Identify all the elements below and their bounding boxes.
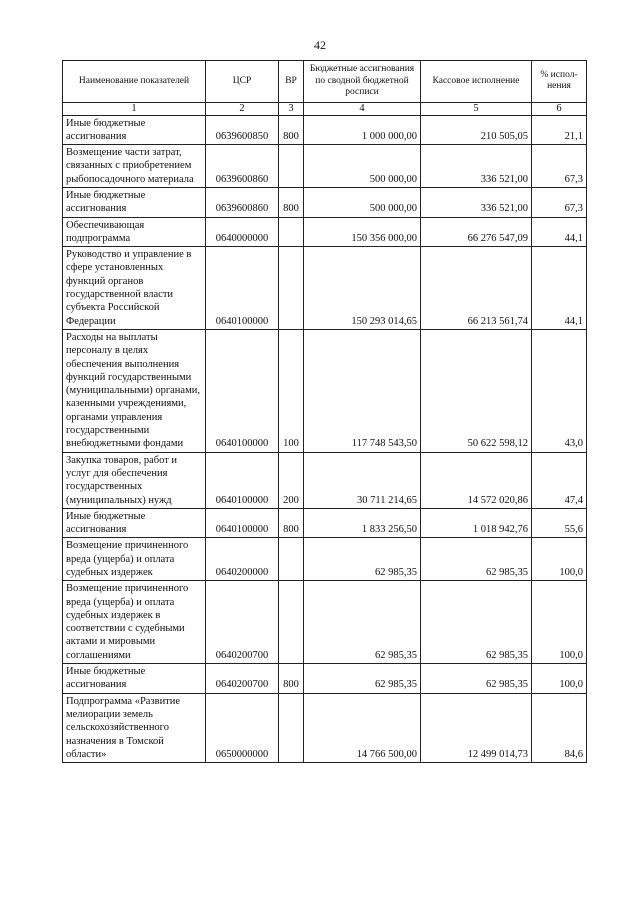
row-vr <box>279 538 304 581</box>
row-name: Иные бюджетные ассигнования <box>63 508 206 538</box>
row-cash: 12 499 014,73 <box>421 693 532 762</box>
row-percent: 84,6 <box>532 693 587 762</box>
table-row <box>63 538 587 581</box>
header-budget: Бюджетные ассигнования по сводной бюджетной росписи <box>304 61 421 103</box>
header-cash: Кассовое исполнение <box>421 61 532 103</box>
row-cash: 66 213 561,74 <box>421 247 532 330</box>
row-vr: 800 <box>279 664 304 694</box>
row-budget: 1 000 000,00 <box>304 115 421 145</box>
row-csr: 0640000000 <box>206 217 279 247</box>
table-row <box>63 145 587 188</box>
row-vr <box>279 247 304 330</box>
row-csr: 0640100000 <box>206 452 279 508</box>
header-row <box>63 61 587 103</box>
row-vr: 800 <box>279 115 304 145</box>
row-name: Иные бюджетные ассигнования <box>63 187 206 217</box>
table-row <box>63 508 587 538</box>
row-csr: 0640200700 <box>206 664 279 694</box>
row-name: Подпрограмма «Развитие мелиорации земель сельскохозяйственного назначения в Томской области» <box>63 693 206 762</box>
row-percent: 100,0 <box>532 581 587 664</box>
row-budget: 117 748 543,50 <box>304 329 421 452</box>
row-percent: 100,0 <box>532 538 587 581</box>
row-csr: 0640100000 <box>206 329 279 452</box>
row-cash: 210 505,05 <box>421 115 532 145</box>
row-vr: 800 <box>279 508 304 538</box>
row-name: Возмещение части затрат, связанных с приобретением рыбопосадочного материала <box>63 145 206 188</box>
row-percent: 67,3 <box>532 145 587 188</box>
table-row <box>63 581 587 664</box>
table-row <box>63 115 587 145</box>
row-percent: 47,4 <box>532 452 587 508</box>
table-row <box>63 664 587 694</box>
column-numbers-row <box>63 102 587 115</box>
header-csr: ЦСР <box>206 61 279 103</box>
row-name: Возмещение причиненного вреда (ущерба) и оплата судебных издержек в соответствии с судебными актами и мировыми соглашениями <box>63 581 206 664</box>
row-budget: 500 000,00 <box>304 187 421 217</box>
budget-execution-table <box>62 60 587 763</box>
row-budget: 14 766 500,00 <box>304 693 421 762</box>
row-name: Возмещение причиненного вреда (ущерба) и оплата судебных издержек <box>63 538 206 581</box>
row-percent: 43,0 <box>532 329 587 452</box>
row-name: Руководство и управление в сфере установленных функций органов государственной власти субъекта Российской Федерации <box>63 247 206 330</box>
table-row <box>63 329 587 452</box>
row-csr: 0639600860 <box>206 187 279 217</box>
row-cash: 62 985,35 <box>421 538 532 581</box>
row-cash: 62 985,35 <box>421 664 532 694</box>
column-number: 3 <box>279 102 304 115</box>
row-csr: 0650000000 <box>206 693 279 762</box>
row-vr: 800 <box>279 187 304 217</box>
row-percent: 67,3 <box>532 187 587 217</box>
row-percent: 55,6 <box>532 508 587 538</box>
table-row <box>63 217 587 247</box>
row-vr: 100 <box>279 329 304 452</box>
row-percent: 21,1 <box>532 115 587 145</box>
row-name: Иные бюджетные ассигнования <box>63 664 206 694</box>
row-vr <box>279 693 304 762</box>
row-vr <box>279 145 304 188</box>
row-name: Расходы на выплаты персоналу в целях обеспечения выполнения функций государственными (муниципальными) органами, казенными учреждениями, органами управления государственными внебюджетными фондами <box>63 329 206 452</box>
header-name: Наименование показателей <box>63 61 206 103</box>
row-budget: 150 293 014,65 <box>304 247 421 330</box>
row-budget: 62 985,35 <box>304 538 421 581</box>
table-row <box>63 247 587 330</box>
row-name: Иные бюджетные ассигнования <box>63 115 206 145</box>
row-cash: 1 018 942,76 <box>421 508 532 538</box>
row-budget: 30 711 214,65 <box>304 452 421 508</box>
table-row <box>63 452 587 508</box>
row-percent: 100,0 <box>532 664 587 694</box>
row-name: Закупка товаров, работ и услуг для обеспечения государственных (муниципальных) нужд <box>63 452 206 508</box>
row-budget: 1 833 256,50 <box>304 508 421 538</box>
row-cash: 66 276 547,09 <box>421 217 532 247</box>
row-budget: 62 985,35 <box>304 581 421 664</box>
row-percent: 44,1 <box>532 217 587 247</box>
row-csr: 0639600850 <box>206 115 279 145</box>
table-row <box>63 187 587 217</box>
row-vr: 200 <box>279 452 304 508</box>
table-row <box>63 693 587 762</box>
row-cash: 14 572 020,86 <box>421 452 532 508</box>
row-budget: 150 356 000,00 <box>304 217 421 247</box>
row-percent: 44,1 <box>532 247 587 330</box>
header-percent: % испол-нения <box>532 61 587 103</box>
header-vr: ВР <box>279 61 304 103</box>
column-number: 4 <box>304 102 421 115</box>
row-csr: 0640200000 <box>206 538 279 581</box>
row-csr: 0640100000 <box>206 247 279 330</box>
row-cash: 62 985,35 <box>421 581 532 664</box>
column-number: 6 <box>532 102 587 115</box>
row-budget: 500 000,00 <box>304 145 421 188</box>
column-number: 1 <box>63 102 206 115</box>
page-number: 42 <box>314 38 326 52</box>
row-budget: 62 985,35 <box>304 664 421 694</box>
column-number: 2 <box>206 102 279 115</box>
row-cash: 336 521,00 <box>421 187 532 217</box>
row-csr: 0639600860 <box>206 145 279 188</box>
row-cash: 50 622 598,12 <box>421 329 532 452</box>
row-csr: 0640200700 <box>206 581 279 664</box>
row-csr: 0640100000 <box>206 508 279 538</box>
row-vr <box>279 581 304 664</box>
row-name: Обеспечивающая подпрограмма <box>63 217 206 247</box>
row-cash: 336 521,00 <box>421 145 532 188</box>
column-number: 5 <box>421 102 532 115</box>
row-vr <box>279 217 304 247</box>
